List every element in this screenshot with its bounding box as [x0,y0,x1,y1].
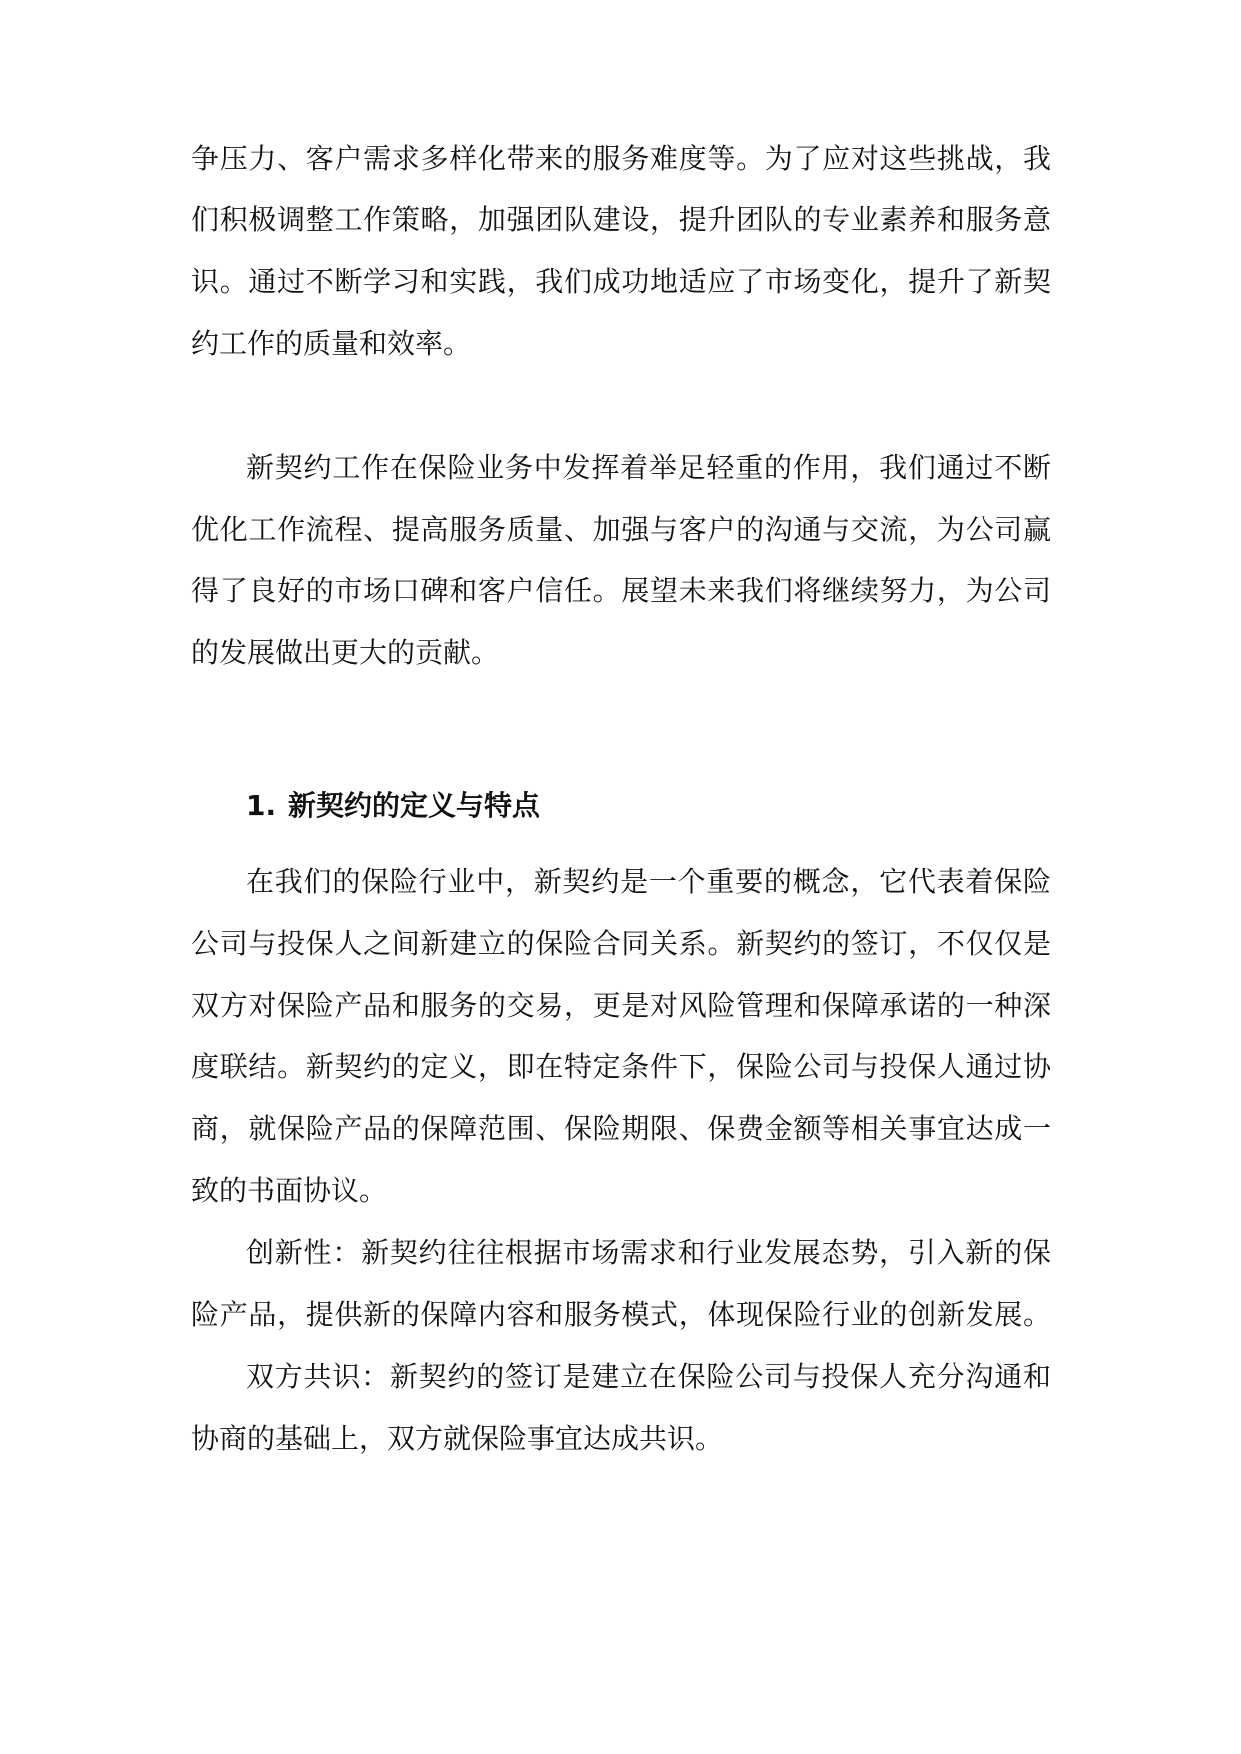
section-paragraph-2-line-2: 险产品，提供新的保障内容和服务模式，体现保险行业的创新发展。 [191,1298,1051,1331]
section-paragraph-1-line-6: 致的书面协议。 [191,1174,388,1207]
paragraph-2-line-4: 的发展做出更大的贡献。 [191,636,500,669]
paragraph-2-line-2: 优化工作流程、提高服务质量、加强与客户的沟通与交流，为公司赢 [191,513,1051,546]
section-title: 新契约的定义与特点 [288,789,541,822]
paragraph-2-line-1: 新契约工作在保险业务中发挥着举足轻重的作用，我们通过不断 [246,451,1051,484]
section-paragraph-1-line-3: 双方对保险产品和服务的交易，更是对风险管理和保障承诺的一种深 [191,989,1051,1022]
section-paragraph-1-line-2: 公司与投保人之间新建立的保险合同关系。新契约的签订，不仅仅是 [191,927,1051,960]
section-number: 1. [246,789,277,822]
section-paragraph-1-line-1: 在我们的保险行业中，新契约是一个重要的概念，它代表着保险 [246,865,1051,898]
section-paragraph-2-line-1: 创新性：新契约往往根据市场需求和行业发展态势，引入新的保 [246,1236,1051,1269]
section-paragraph-1-line-4: 度联结。新契约的定义，即在特定条件下，保险公司与投保人通过协 [191,1050,1051,1083]
section-paragraph-3-line-1: 双方共识：新契约的签订是建立在保险公司与投保人充分沟通和 [246,1360,1051,1393]
paragraph-1-line-2: 们积极调整工作策略，加强团队建设，提升团队的专业素养和服务意 [191,203,1051,236]
section-paragraph-1-line-5: 商，就保险产品的保障范围、保险期限、保费金额等相关事宜达成一 [191,1112,1051,1145]
paragraph-1-line-3: 识。通过不断学习和实践，我们成功地适应了市场变化，提升了新契 [191,265,1051,298]
section-paragraph-3-line-2: 协商的基础上，双方就保险事宜达成共识。 [191,1422,724,1455]
section-heading [246,786,540,826]
paragraph-1-line-4: 约工作的质量和效率。 [191,327,472,360]
paragraph-2-line-3: 得了良好的市场口碑和客户信任。展望未来我们将继续努力，为公司 [191,574,1051,607]
paragraph-1-line-1: 争压力、客户需求多样化带来的服务难度等。为了应对这些挑战，我 [191,142,1051,175]
